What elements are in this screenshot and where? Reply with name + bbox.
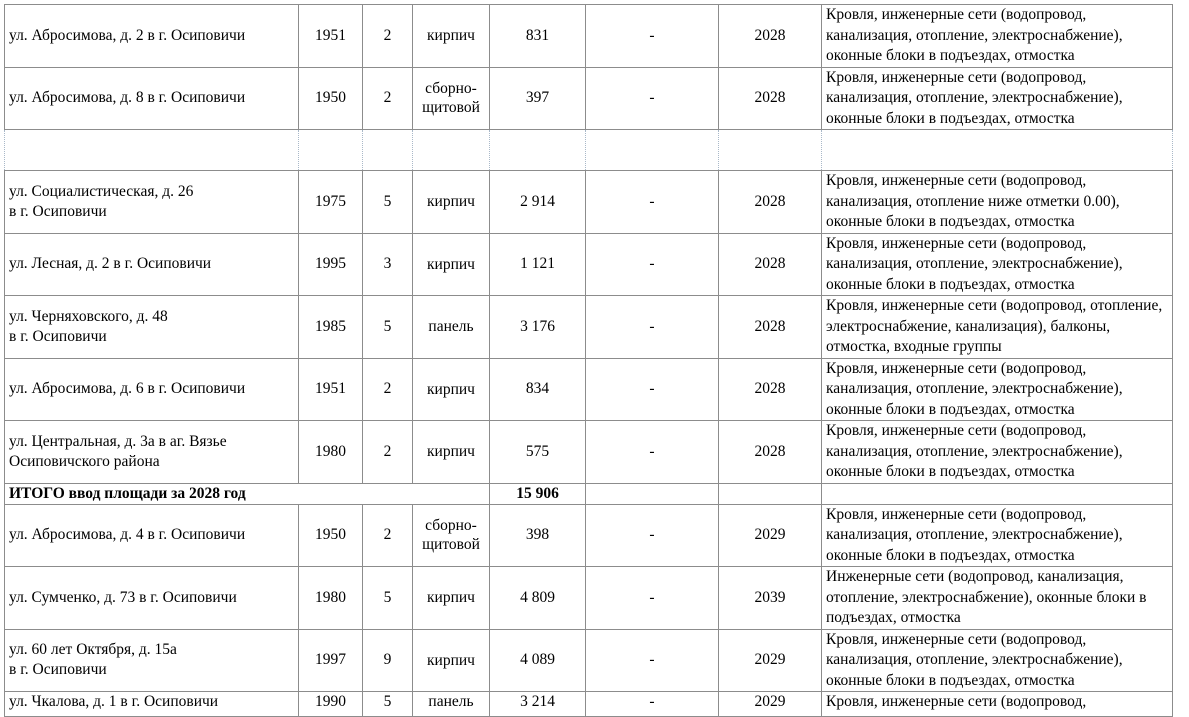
build-year-cell: 1975 [299, 171, 363, 234]
works-cell: Кровля, инженерные сети (водопровод, канализация, отопление, электроснабжение), оконные блоки в подъездах, отмостка [822, 504, 1173, 567]
dash-cell: - [586, 421, 719, 484]
area-cell [490, 130, 586, 171]
dash-cell: - [586, 5, 719, 68]
dash-cell [586, 130, 719, 171]
address-cell: ул. Лесная, д. 2 в г. Осиповичи [5, 233, 299, 296]
dash-cell: - [586, 567, 719, 630]
address-cell: ул. Абросимова, д. 4 в г. Осиповичи [5, 504, 299, 567]
floors-cell: 2 [363, 504, 413, 567]
table-row [5, 567, 1173, 630]
floors-cell: 2 [363, 421, 413, 484]
wall-material-cell: сборно- щитовой [413, 67, 490, 130]
floors-cell: 2 [363, 358, 413, 421]
works-cell: Кровля, инженерные сети (водопровод, канализация, отопление, электроснабжение), оконные блоки в подъездах, отмостка [822, 358, 1173, 421]
address-cell: ул. Абросимова, д. 2 в г. Осиповичи [5, 5, 299, 68]
repair-year-cell: 2029 [719, 504, 822, 567]
address-cell: ул. Чкалова, д. 1 в г. Осиповичи [5, 692, 299, 717]
total-area: 15 906 [490, 483, 586, 504]
floors-cell: 5 [363, 567, 413, 630]
works-cell: Кровля, инженерные сети (водопровод, канализация, отопление ниже отметки 0.00), оконные блоки в подъездах, отмостка [822, 171, 1173, 234]
table-row [5, 296, 1173, 359]
total-label: ИТОГО ввод площади за 2028 год [5, 483, 490, 504]
table-row [5, 629, 1173, 692]
area-cell: 3 176 [490, 296, 586, 359]
table-row [5, 5, 1173, 68]
build-year-cell: 1980 [299, 567, 363, 630]
works-cell [822, 483, 1173, 504]
dash-cell: - [586, 296, 719, 359]
wall-material-cell: кирпич [413, 567, 490, 630]
wall-material-cell: кирпич [413, 171, 490, 234]
table-row [5, 171, 1173, 234]
build-year-cell: 1950 [299, 504, 363, 567]
wall-material-cell [413, 130, 490, 171]
area-cell: 834 [490, 358, 586, 421]
area-cell: 1 121 [490, 233, 586, 296]
repair-year-cell: 2028 [719, 5, 822, 68]
floors-cell: 3 [363, 233, 413, 296]
area-cell: 4 089 [490, 629, 586, 692]
dash-cell: - [586, 67, 719, 130]
repair-year-cell: 2028 [719, 233, 822, 296]
housing-repair-table [4, 4, 1173, 717]
table-row [5, 504, 1173, 567]
address-cell: ул. Черняховского, д. 48 в г. Осиповичи [5, 296, 299, 359]
table-row [5, 421, 1173, 484]
total-row [5, 483, 1173, 504]
build-year-cell: 1995 [299, 233, 363, 296]
dash-cell: - [586, 233, 719, 296]
wall-material-cell: панель [413, 296, 490, 359]
repair-year-cell [719, 483, 822, 504]
repair-year-cell: 2028 [719, 358, 822, 421]
floors-cell: 2 [363, 67, 413, 130]
build-year-cell: 1950 [299, 67, 363, 130]
wall-material-cell: кирпич [413, 421, 490, 484]
area-cell: 398 [490, 504, 586, 567]
works-cell: Кровля, инженерные сети (водопровод, канализация, отопление, электроснабжение), оконные блоки в подъездах, отмостка [822, 421, 1173, 484]
works-cell: Кровля, инженерные сети (водопровод, канализация, отопление, электроснабжение), оконные блоки в подъездах, отмостка [822, 67, 1173, 130]
wall-material-cell: сборно- щитовой [413, 504, 490, 567]
area-cell: 575 [490, 421, 586, 484]
wall-material-cell: кирпич [413, 233, 490, 296]
floors-cell: 5 [363, 692, 413, 717]
address-cell [5, 130, 299, 171]
address-cell: ул. Абросимова, д. 6 в г. Осиповичи [5, 358, 299, 421]
build-year-cell [299, 130, 363, 171]
build-year-cell: 1985 [299, 296, 363, 359]
repair-year-cell: 2028 [719, 67, 822, 130]
repair-year-cell: 2029 [719, 692, 822, 717]
area-cell: 3 214 [490, 692, 586, 717]
build-year-cell: 1980 [299, 421, 363, 484]
build-year-cell: 1997 [299, 629, 363, 692]
address-cell: ул. 60 лет Октября, д. 15а в г. Осиповичи [5, 629, 299, 692]
table-row [5, 358, 1173, 421]
table-row [5, 692, 1173, 717]
dash-cell: - [586, 504, 719, 567]
works-cell: Кровля, инженерные сети (водопровод, [822, 692, 1173, 717]
floors-cell: 5 [363, 171, 413, 234]
works-cell: Кровля, инженерные сети (водопровод, канализация, отопление, электроснабжение), оконные блоки в подъездах, отмостка [822, 233, 1173, 296]
floors-cell: 2 [363, 5, 413, 68]
repair-year-cell: 2028 [719, 296, 822, 359]
floors-cell [363, 130, 413, 171]
address-cell: ул. Центральная, д. 3а в аг. Вязье Осиповичского района [5, 421, 299, 484]
area-cell: 4 809 [490, 567, 586, 630]
table-row [5, 233, 1173, 296]
address-cell: ул. Социалистическая, д. 26 в г. Осиповичи [5, 171, 299, 234]
repair-year-cell: 2028 [719, 171, 822, 234]
repair-year-cell: 2029 [719, 629, 822, 692]
area-cell: 831 [490, 5, 586, 68]
dash-cell: - [586, 692, 719, 717]
area-cell: 397 [490, 67, 586, 130]
dash-cell: - [586, 629, 719, 692]
works-cell: Кровля, инженерные сети (водопровод, канализация, отопление, электроснабжение), оконные блоки в подъездах, отмостка [822, 5, 1173, 68]
repair-year-cell: 2028 [719, 421, 822, 484]
wall-material-cell: кирпич [413, 5, 490, 68]
build-year-cell: 1951 [299, 5, 363, 68]
wall-material-cell: панель [413, 692, 490, 717]
repair-year-cell [719, 130, 822, 171]
empty-row [5, 130, 1173, 171]
wall-material-cell: кирпич [413, 629, 490, 692]
floors-cell: 9 [363, 629, 413, 692]
table-row [5, 67, 1173, 130]
address-cell: ул. Абросимова, д. 8 в г. Осиповичи [5, 67, 299, 130]
area-cell: 2 914 [490, 171, 586, 234]
dash-cell [586, 483, 719, 504]
address-cell: ул. Сумченко, д. 73 в г. Осиповичи [5, 567, 299, 630]
build-year-cell: 1990 [299, 692, 363, 717]
works-cell: Кровля, инженерные сети (водопровод, отопление, электроснабжение, канализация), балконы, отмостка, входные группы [822, 296, 1173, 359]
dash-cell: - [586, 171, 719, 234]
works-cell: Инженерные сети (водопровод, канализация, отопление, электроснабжение), оконные блоки в подъездах, отмостка [822, 567, 1173, 630]
works-cell [822, 130, 1173, 171]
floors-cell: 5 [363, 296, 413, 359]
repair-year-cell: 2039 [719, 567, 822, 630]
dash-cell: - [586, 358, 719, 421]
wall-material-cell: кирпич [413, 358, 490, 421]
build-year-cell: 1951 [299, 358, 363, 421]
works-cell: Кровля, инженерные сети (водопровод, канализация, отопление, электроснабжение), оконные блоки в подъездах, отмостка [822, 629, 1173, 692]
